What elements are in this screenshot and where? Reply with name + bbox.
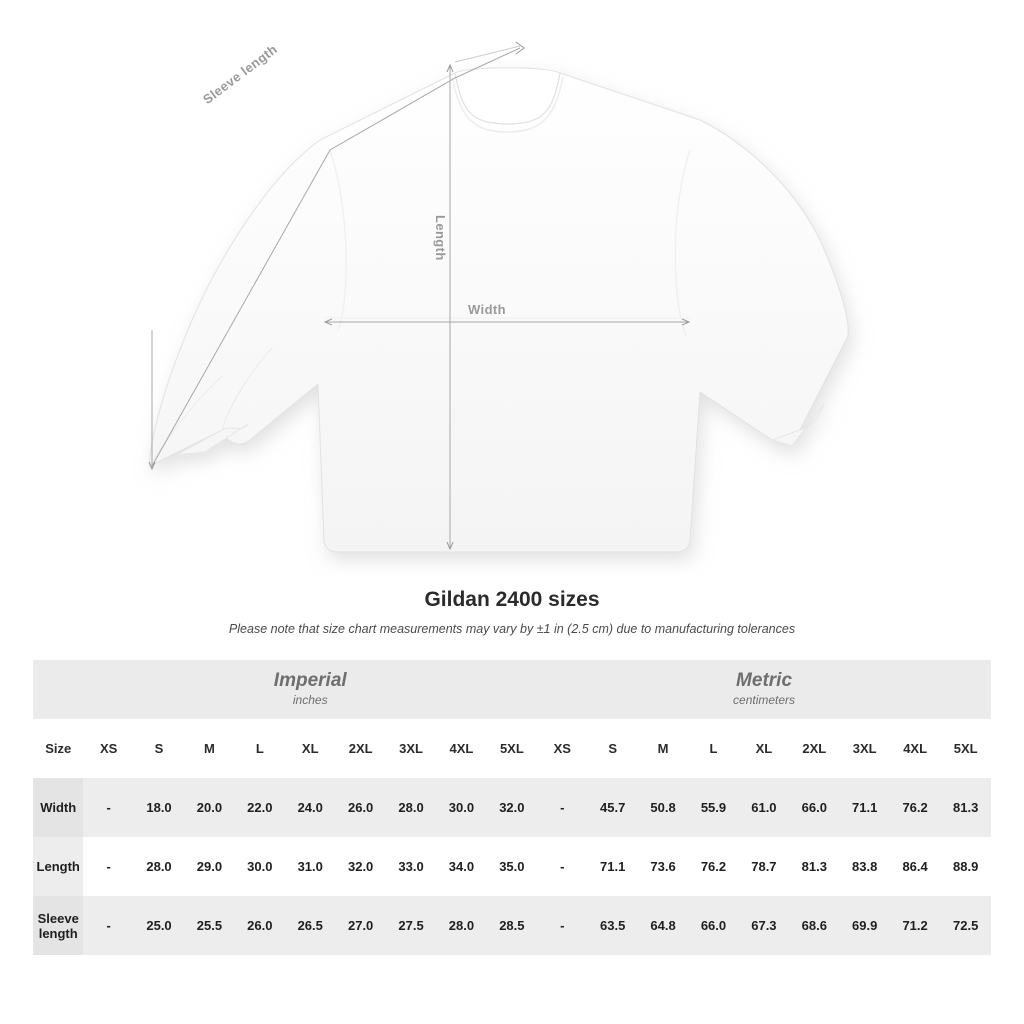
unit-header-metric [537, 660, 991, 719]
unit-name: Metric [736, 670, 793, 692]
measurement-cell: 63.5 [587, 896, 637, 955]
measurement-cell: 25.5 [184, 896, 234, 955]
unit-name: Imperial [273, 670, 347, 692]
measurement-cell: 26.5 [285, 896, 335, 955]
measurement-cell: - [83, 896, 133, 955]
measurement-cell: 26.0 [235, 896, 285, 955]
measurement-cell: 69.9 [840, 896, 890, 955]
measurement-cell: 18.0 [134, 778, 184, 837]
measurement-cell: 25.0 [134, 896, 184, 955]
size-header-cell: M [638, 719, 688, 778]
measurement-cell: 27.0 [335, 896, 385, 955]
table-row [33, 837, 991, 896]
size-header-cell: 3XL [840, 719, 890, 778]
measurement-cell: 32.0 [335, 837, 385, 896]
size-header-cell: 2XL [789, 719, 839, 778]
measurement-cell: 72.5 [940, 896, 991, 955]
size-table-wrapper [33, 660, 991, 955]
row-label: Sleeve length [33, 896, 83, 955]
measurement-cell: - [83, 778, 133, 837]
measurement-cell: 55.9 [688, 778, 738, 837]
measurement-cell: 86.4 [890, 837, 940, 896]
measurement-cell: 67.3 [739, 896, 789, 955]
size-header-cell: 5XL [940, 719, 991, 778]
measurement-cell: 66.0 [789, 778, 839, 837]
measurement-cell: 83.8 [840, 837, 890, 896]
measurement-cell: 45.7 [587, 778, 637, 837]
size-table [33, 660, 991, 955]
tolerance-note: Please note that size chart measurements may vary by ±1 in (2.5 cm) due to manufacturing tolerances [228, 622, 796, 636]
measurement-cell: - [83, 837, 133, 896]
unit-sublabel: centimeters [733, 693, 796, 708]
measurement-cell: 30.0 [235, 837, 285, 896]
unit-header-row [33, 660, 991, 719]
measurement-cell: 35.0 [487, 837, 537, 896]
measurement-cell: 68.6 [789, 896, 839, 955]
measurement-cell: 64.8 [638, 896, 688, 955]
size-header-cell: XS [537, 719, 587, 778]
measurement-cell: 33.0 [386, 837, 436, 896]
measurement-cell: 20.0 [184, 778, 234, 837]
size-header-cell: M [184, 719, 234, 778]
measurement-cell: 29.0 [184, 837, 234, 896]
measurement-cell: 26.0 [335, 778, 385, 837]
size-header-cell: S [587, 719, 637, 778]
measurement-cell: 32.0 [487, 778, 537, 837]
measurement-cell: 28.0 [134, 837, 184, 896]
measurement-cell: 22.0 [235, 778, 285, 837]
measurement-cell: 61.0 [739, 778, 789, 837]
width-label: Width [468, 302, 506, 317]
measurement-cell: 66.0 [688, 896, 738, 955]
size-header-cell: 3XL [386, 719, 436, 778]
title-block [0, 588, 1024, 636]
size-header-cell: 5XL [487, 719, 537, 778]
measurement-cell: 28.5 [487, 896, 537, 955]
measurement-cell: - [537, 837, 587, 896]
measurement-cell: 34.0 [436, 837, 486, 896]
measurement-cell: 31.0 [285, 837, 335, 896]
unit-sublabel: inches [292, 693, 328, 708]
size-header-label: Size [33, 719, 83, 778]
measurement-cell: 27.5 [386, 896, 436, 955]
size-header-cell: 4XL [436, 719, 486, 778]
measurement-cell: 76.2 [688, 837, 738, 896]
table-row [33, 896, 991, 955]
measurement-cell: 24.0 [285, 778, 335, 837]
size-header-row [33, 719, 991, 778]
measurement-cell: 28.0 [436, 896, 486, 955]
size-header-cell: XL [739, 719, 789, 778]
row-label: Width [33, 778, 83, 837]
size-header-cell: L [688, 719, 738, 778]
unit-header-spacer [33, 660, 83, 719]
row-label: Length [33, 837, 83, 896]
size-header-cell: L [235, 719, 285, 778]
length-label: Length [433, 215, 448, 261]
size-header-cell: S [134, 719, 184, 778]
measurement-cell: 71.1 [587, 837, 637, 896]
page-title: Gildan 2400 sizes [424, 588, 600, 611]
size-header-cell: 2XL [335, 719, 385, 778]
measurement-cell: 28.0 [386, 778, 436, 837]
size-header-cell: XS [83, 719, 133, 778]
measurement-cell: 81.3 [940, 778, 991, 837]
unit-header-imperial [83, 660, 537, 719]
measurement-cell: 81.3 [789, 837, 839, 896]
measurement-cell: 76.2 [890, 778, 940, 837]
measurement-cell: 78.7 [739, 837, 789, 896]
measurement-cell: 71.1 [840, 778, 890, 837]
table-row [33, 778, 991, 837]
measurement-cell: 88.9 [940, 837, 991, 896]
measurement-cell: 73.6 [638, 837, 688, 896]
measurement-cell: - [537, 778, 587, 837]
measurement-cell: 50.8 [638, 778, 688, 837]
size-header-cell: XL [285, 719, 335, 778]
sleeve-length-label: Sleeve length [200, 41, 281, 107]
measurement-cell: 30.0 [436, 778, 486, 837]
size-header-cell: 4XL [890, 719, 940, 778]
measurement-cell: - [537, 896, 587, 955]
measurement-cell: 71.2 [890, 896, 940, 955]
